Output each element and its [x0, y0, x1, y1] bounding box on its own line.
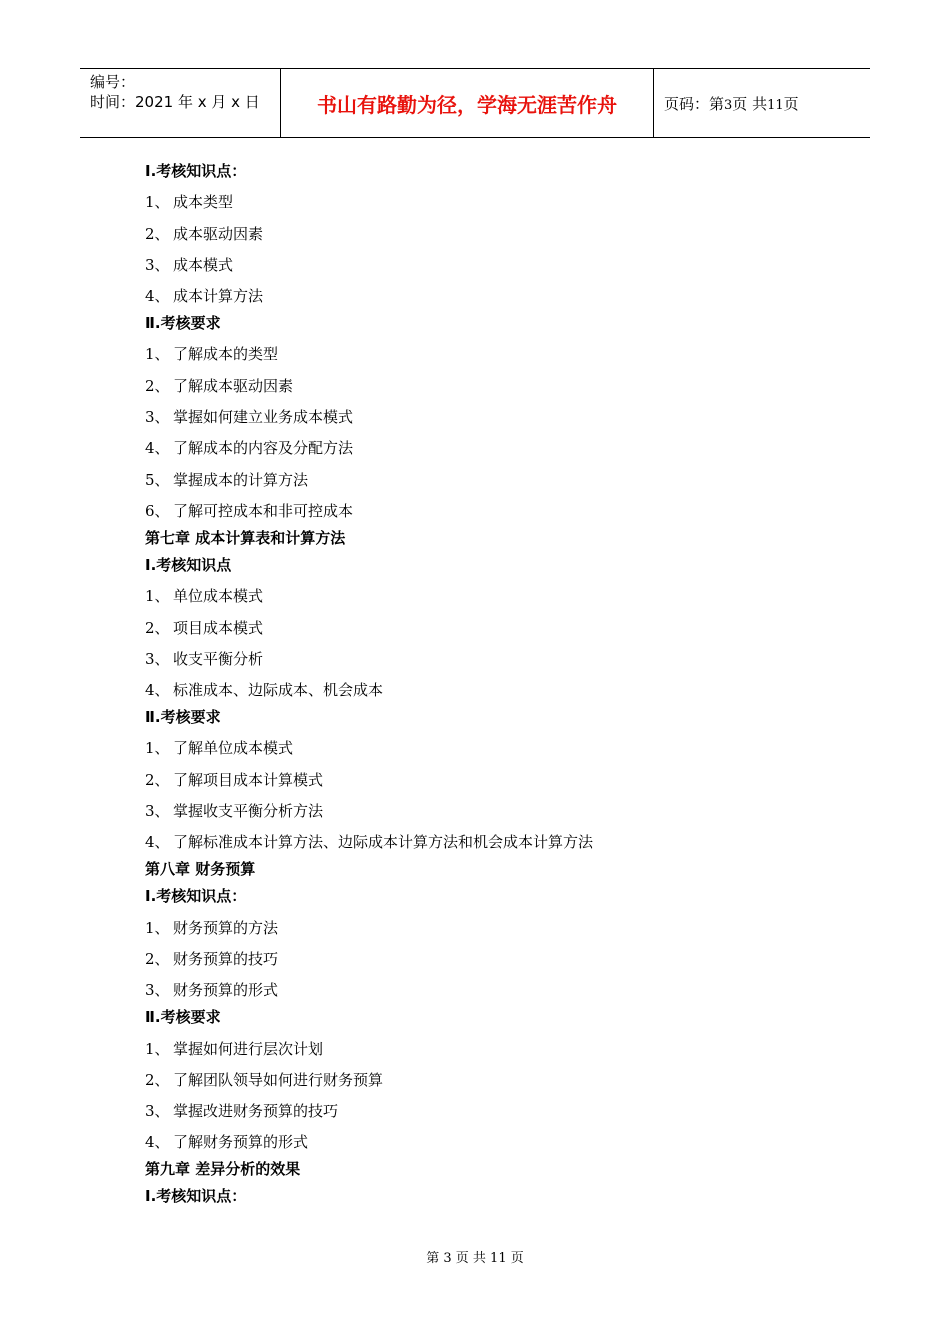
list-item: [145, 1070, 865, 1090]
list-item-number: 2、: [145, 224, 170, 243]
list-item-number: 4、: [145, 1133, 170, 1152]
list-item: [145, 1132, 865, 1152]
list-item-text: 掌握成本的计算方法: [173, 470, 309, 489]
section-heading: 第七章 成本计算表和计算方法: [145, 528, 346, 547]
list-item-number: 4、: [145, 681, 170, 700]
list-item-number: 3、: [145, 408, 170, 427]
list-item-number: 6、: [145, 501, 170, 520]
list-item-text: 了解成本的类型: [173, 345, 279, 364]
list-item-text: 了解可控成本和非可控成本: [173, 501, 354, 520]
header-meta-cell: [80, 69, 281, 137]
list-item-text: 掌握收支平衡分析方法: [173, 802, 324, 821]
list-item-number: 2、: [145, 770, 170, 789]
list-item-number: 3、: [145, 1102, 170, 1121]
list-item: [145, 1101, 865, 1121]
list-item-number: 2、: [145, 1070, 170, 1089]
list-item-text: 财务预算的形式: [173, 981, 279, 1000]
page-middle: 页 共: [732, 95, 768, 113]
list-item-number: 1、: [145, 918, 170, 937]
list-item-text: 项目成本模式: [173, 618, 264, 637]
list-item: [145, 770, 865, 790]
list-item-number: 2、: [145, 949, 170, 968]
list-item-number: 4、: [145, 439, 170, 458]
list-item-text: 财务预算的方法: [173, 918, 279, 937]
list-item: [145, 407, 865, 427]
list-item-number: 4、: [145, 287, 170, 306]
list-item-text: 成本驱动因素: [173, 224, 264, 243]
list-item-number: 3、: [145, 981, 170, 1000]
section-heading: 第九章 差异分析的效果: [145, 1160, 301, 1179]
section-heading: Ⅱ.考核要求: [145, 1008, 221, 1027]
section-heading: Ⅱ.考核要求: [145, 708, 221, 727]
list-item-text: 单位成本模式: [173, 587, 264, 606]
header-page-cell: [654, 69, 870, 137]
list-item-number: 2、: [145, 618, 170, 637]
page-number-label: [664, 93, 799, 114]
list-item-text: 收支平衡分析: [173, 649, 264, 668]
list-item-text: 了解单位成本模式: [173, 739, 294, 758]
list-item-number: 1、: [145, 587, 170, 606]
list-item-number: 1、: [145, 345, 170, 364]
page-total: 11: [767, 98, 784, 113]
list-item: [145, 501, 865, 521]
number-label: 编号：: [90, 73, 136, 91]
section-heading: Ⅰ.考核知识点：: [145, 887, 247, 906]
list-item: [145, 738, 865, 758]
list-item-number: 4、: [145, 833, 170, 852]
list-item-number: 3、: [145, 649, 170, 668]
page-footer: 第 3 页 共 11 页: [426, 1251, 524, 1266]
list-item: [145, 618, 865, 638]
page-current: 3: [724, 98, 733, 113]
list-item: [145, 586, 865, 606]
list-item-text: 了解成本的内容及分配方法: [173, 439, 354, 458]
list-item-text: 了解财务预算的形式: [173, 1133, 309, 1152]
list-item-text: 掌握改进财务预算的技巧: [173, 1102, 339, 1121]
time-label: 时间：2021 年 x 月 x 日: [90, 93, 260, 111]
list-item-text: 成本类型: [173, 193, 234, 212]
list-item: [145, 255, 865, 275]
list-item: [145, 344, 865, 364]
list-item-text: 掌握如何进行层次计划: [173, 1039, 324, 1058]
page-suffix: 页: [783, 95, 799, 113]
list-item: [145, 649, 865, 669]
list-item: [145, 376, 865, 396]
list-item-text: 标准成本、边际成本、机会成本: [173, 681, 384, 700]
list-item: [145, 1039, 865, 1059]
list-item-text: 掌握如何建立业务成本模式: [173, 408, 354, 427]
section-heading: 第八章 财务预算: [145, 860, 256, 879]
list-item-number: 1、: [145, 739, 170, 758]
list-item: [145, 918, 865, 938]
list-item-text: 了解团队领导如何进行财务预算: [173, 1070, 384, 1089]
section-heading: Ⅰ.考核知识点：: [145, 1187, 247, 1206]
list-item: [145, 286, 865, 306]
document-body: [145, 157, 865, 1206]
list-item: [145, 832, 865, 852]
list-item: [145, 980, 865, 1000]
page-prefix: 页码：第: [664, 95, 725, 113]
list-item: [145, 801, 865, 821]
list-item-number: 1、: [145, 193, 170, 212]
list-item-number: 5、: [145, 470, 170, 489]
list-item: [145, 470, 865, 490]
list-item: [145, 192, 865, 212]
list-item-number: 2、: [145, 376, 170, 395]
section-heading: Ⅱ.考核要求: [145, 314, 221, 333]
page-header: [80, 68, 870, 138]
list-item: [145, 438, 865, 458]
list-item-number: 1、: [145, 1039, 170, 1058]
list-item-number: 3、: [145, 802, 170, 821]
list-item-text: 成本计算方法: [173, 287, 264, 306]
motto: 书山有路勤为径，学海无涯苦作舟: [317, 93, 617, 117]
list-item-text: 成本模式: [173, 255, 234, 274]
list-item-text: 了解成本驱动因素: [173, 376, 294, 395]
list-item-text: 了解项目成本计算模式: [173, 770, 324, 789]
section-heading: Ⅰ.考核知识点: [145, 555, 232, 574]
header-motto-cell: [281, 69, 654, 137]
list-item-number: 3、: [145, 255, 170, 274]
list-item: [145, 949, 865, 969]
list-item-text: 了解标准成本计算方法、边际成本计算方法和机会成本计算方法: [173, 833, 594, 852]
list-item: [145, 224, 865, 244]
list-item-text: 财务预算的技巧: [173, 949, 279, 968]
section-heading: Ⅰ.考核知识点：: [145, 162, 247, 180]
list-item: [145, 680, 865, 700]
